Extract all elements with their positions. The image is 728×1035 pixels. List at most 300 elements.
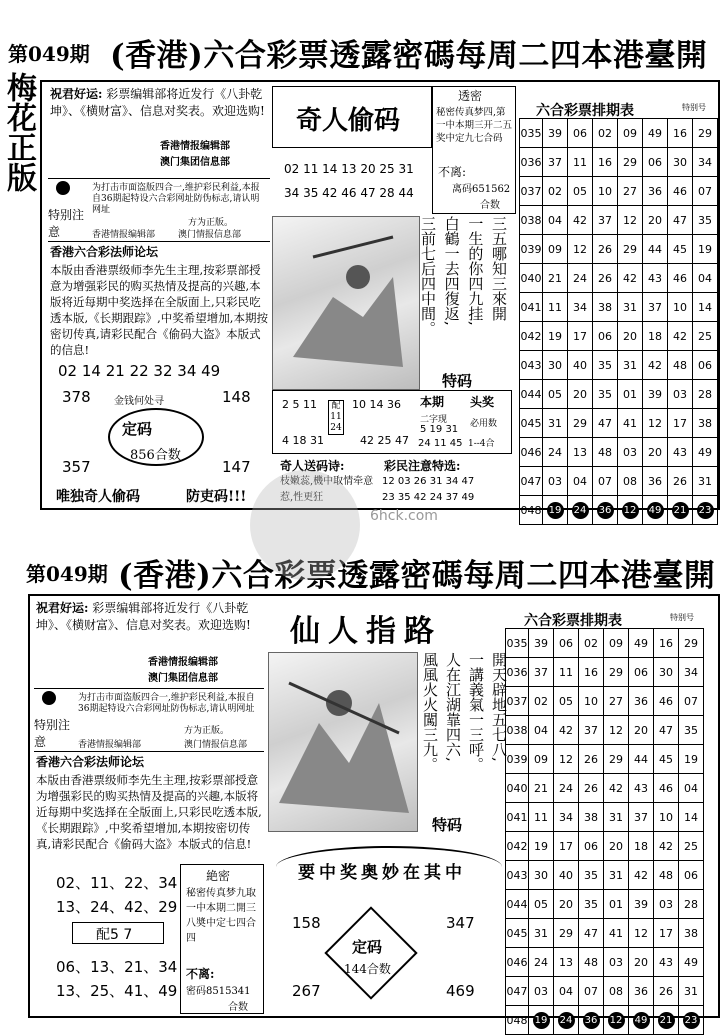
bottom-notice <box>34 688 264 752</box>
schedule-number: 41 <box>618 409 643 438</box>
bottom-nums-b2: 13、25、41、49 <box>56 982 178 1000</box>
schedule-number: 34 <box>693 148 718 177</box>
bottom-greeting-text: 彩票编辑部将近发行《八卦乾坤》、《横财富》、信息对奖表。欢迎选购! <box>36 601 251 632</box>
schedule-row <box>520 119 718 148</box>
schedule-number: 20 <box>643 206 668 235</box>
schedule-period: 044 <box>520 380 543 409</box>
schedule-period: 045 <box>520 409 543 438</box>
schedule-row <box>520 264 718 293</box>
top-toujiang-range: 1--4合 <box>468 439 495 449</box>
schedule-number: 40 <box>554 861 579 890</box>
top-benqi-label: 本期 <box>420 395 445 409</box>
schedule-row <box>520 351 718 380</box>
top-poem-line: 一生的你四九挂, <box>466 216 485 326</box>
schedule-number: 30 <box>543 351 568 380</box>
schedule-number <box>618 496 643 525</box>
schedule-number: 12 <box>554 745 579 774</box>
schedule-period: 038 <box>520 206 543 235</box>
top-sched-title: 六合彩票排期表 <box>536 103 634 119</box>
schedule-number: 03 <box>654 890 679 919</box>
schedule-row <box>520 293 718 322</box>
schedule-number: 31 <box>679 977 704 1006</box>
schedule-number: 46 <box>654 774 679 803</box>
schedule-number <box>543 496 568 525</box>
schedule-period: 035 <box>520 119 543 148</box>
bottom-pei: 配5 7 <box>96 927 133 943</box>
bottom-corner-bl: 267 <box>292 982 321 1000</box>
bomb-icon <box>56 181 70 195</box>
top-sched-tag: 特别号 <box>682 103 706 112</box>
schedule-number: 31 <box>529 919 554 948</box>
top-corner-tl: 378 <box>62 388 91 406</box>
schedule-number: 47 <box>668 206 693 235</box>
schedule-number: 39 <box>543 119 568 148</box>
schedule-number: 17 <box>668 409 693 438</box>
schedule-period: 043 <box>506 861 529 890</box>
schedule-number: 36 <box>629 687 654 716</box>
schedule-number: 17 <box>568 322 593 351</box>
schedule-number <box>568 496 593 525</box>
schedule-number: 29 <box>618 148 643 177</box>
schedule-number: 06 <box>629 658 654 687</box>
watermark-logo <box>250 470 360 580</box>
schedule-number-circled: 36 <box>597 502 614 519</box>
schedule-number: 35 <box>579 890 604 919</box>
top-toujiang-label: 头奖 <box>470 395 495 409</box>
schedule-number: 35 <box>693 206 718 235</box>
schedule-number: 42 <box>629 861 654 890</box>
schedule-number: 05 <box>543 380 568 409</box>
schedule-number: 36 <box>643 467 668 496</box>
top-forum-title: 香港六合彩法师论坛 <box>50 245 159 259</box>
top-issue: 第049期 <box>8 42 90 66</box>
top-poem <box>418 216 510 364</box>
schedule-number: 26 <box>579 774 604 803</box>
schedule-row <box>506 948 704 977</box>
schedule-number: 18 <box>629 832 654 861</box>
schedule-number: 37 <box>629 803 654 832</box>
schedule-number: 46 <box>668 177 693 206</box>
schedule-period: 041 <box>520 293 543 322</box>
top-zhuyi-n2: 23 35 42 24 37 49 <box>382 492 475 503</box>
top-side-brand: 梅花正版 <box>1 72 36 192</box>
bottom-illustration <box>268 652 418 832</box>
schedule-number: 39 <box>643 380 668 409</box>
schedule-row <box>520 467 718 496</box>
top-ding-sub: 金钱何处寻 <box>114 396 164 407</box>
schedule-period: 036 <box>520 148 543 177</box>
schedule-number: 05 <box>554 687 579 716</box>
schedule-number: 29 <box>568 409 593 438</box>
schedule-number: 26 <box>593 235 618 264</box>
bottom-schedule-table <box>505 628 704 1035</box>
schedule-period: 037 <box>506 687 529 716</box>
schedule-number: 07 <box>679 687 704 716</box>
bottom-poem-line: 風風火火闖三九。 <box>421 652 439 772</box>
schedule-row <box>520 177 718 206</box>
schedule-number: 17 <box>554 832 579 861</box>
schedule-number-circled: 36 <box>583 1012 600 1029</box>
schedule-number: 35 <box>593 380 618 409</box>
schedule-number: 24 <box>568 264 593 293</box>
schedule-number: 01 <box>618 380 643 409</box>
bottom-center-title: 仙人指路 <box>290 614 442 649</box>
bottom-buli-he: 合数 <box>228 1002 248 1013</box>
schedule-number: 14 <box>693 293 718 322</box>
schedule-row <box>506 977 704 1006</box>
schedule-number: 07 <box>579 977 604 1006</box>
top-poem-line: 白鶴一去四復返, <box>442 216 461 326</box>
schedule-number: 25 <box>679 832 704 861</box>
schedule-number-circled: 21 <box>672 502 689 519</box>
schedule-number: 11 <box>529 803 554 832</box>
schedule-number: 48 <box>668 351 693 380</box>
schedule-number <box>579 1006 604 1035</box>
schedule-number: 48 <box>654 861 679 890</box>
schedule-number: 03 <box>543 467 568 496</box>
schedule-row <box>520 438 718 467</box>
top-benqi-nums1: 5 19 31 <box>420 424 459 435</box>
schedule-row <box>506 774 704 803</box>
schedule-number: 14 <box>679 803 704 832</box>
top-nums-line: 02 14 21 22 32 34 49 <box>58 362 221 380</box>
schedule-row <box>506 890 704 919</box>
top-corner-bl: 357 <box>62 458 91 476</box>
schedule-number: 19 <box>543 322 568 351</box>
schedule-number: 49 <box>679 948 704 977</box>
schedule-number: 01 <box>604 890 629 919</box>
schedule-number: 37 <box>543 148 568 177</box>
schedule-number: 42 <box>568 206 593 235</box>
schedule-number: 38 <box>679 919 704 948</box>
schedule-number <box>604 1006 629 1035</box>
schedule-number: 05 <box>568 177 593 206</box>
schedule-row <box>506 716 704 745</box>
schedule-number: 20 <box>618 322 643 351</box>
schedule-number: 10 <box>654 803 679 832</box>
top-corner-tr: 148 <box>222 388 251 406</box>
top-secret-text: 秘密传真梦四,第一中本期三开二五奖中定九七合码 <box>436 107 513 144</box>
bottom-notice-text: 为打击市面盗版四合一,维护彩民利益,本报自36期起特设六合彩网址防伪标志,请认明网址 <box>78 693 255 714</box>
schedule-number: 21 <box>543 264 568 293</box>
top-pei-left1: 2 5 11 <box>282 398 317 411</box>
schedule-number: 06 <box>679 861 704 890</box>
schedule-number: 29 <box>554 919 579 948</box>
schedule-number-circled: 19 <box>533 1012 550 1029</box>
schedule-number: 43 <box>643 264 668 293</box>
schedule-number: 36 <box>629 977 654 1006</box>
schedule-number-circled: 21 <box>658 1012 675 1029</box>
bottom-ding-total: 144合数 <box>344 962 391 976</box>
schedule-number: 10 <box>593 177 618 206</box>
bottom-nums-a1: 02、11、22、34 <box>56 874 178 892</box>
schedule-number: 26 <box>579 745 604 774</box>
schedule-number: 42 <box>604 774 629 803</box>
top-title: (香港)六合彩票透露密碼每周二四本港臺開 <box>110 38 708 74</box>
top-illustration <box>272 216 420 390</box>
schedule-number: 10 <box>579 687 604 716</box>
schedule-number: 06 <box>554 629 579 658</box>
schedule-number: 28 <box>693 380 718 409</box>
schedule-number: 29 <box>604 745 629 774</box>
schedule-number: 35 <box>679 716 704 745</box>
schedule-number-circled: 19 <box>547 502 564 519</box>
schedule-number: 26 <box>654 977 679 1006</box>
schedule-number: 24 <box>543 438 568 467</box>
schedule-number: 02 <box>543 177 568 206</box>
schedule-number: 05 <box>529 890 554 919</box>
schedule-number-circled: 12 <box>608 1012 625 1029</box>
schedule-number: 45 <box>668 235 693 264</box>
schedule-number: 36 <box>643 177 668 206</box>
schedule-number: 48 <box>593 438 618 467</box>
schedule-number: 47 <box>593 409 618 438</box>
schedule-number: 06 <box>568 119 593 148</box>
bottom-notice-label: 特别注意 <box>34 718 71 749</box>
schedule-number <box>629 1006 654 1035</box>
bomb-icon <box>42 691 56 705</box>
schedule-period: 042 <box>506 832 529 861</box>
top-tema-label: 特码 <box>442 372 473 390</box>
schedule-number: 04 <box>554 977 579 1006</box>
schedule-number: 08 <box>618 467 643 496</box>
schedule-number: 47 <box>654 716 679 745</box>
schedule-number: 04 <box>529 716 554 745</box>
watermark-text: 6hck.com <box>370 508 438 524</box>
schedule-number: 19 <box>679 745 704 774</box>
schedule-number: 20 <box>643 438 668 467</box>
top-greeting-sign2: 澳门集团信息部 <box>160 157 230 168</box>
top-notice-label: 特别注意 <box>48 208 85 239</box>
schedule-row <box>506 832 704 861</box>
schedule-number: 34 <box>554 803 579 832</box>
schedule-period: 040 <box>506 774 529 803</box>
schedule-number: 41 <box>604 919 629 948</box>
schedule-number: 11 <box>568 148 593 177</box>
schedule-number: 45 <box>654 745 679 774</box>
bottom-nums-b1: 06、13、21、34 <box>56 958 178 976</box>
schedule-number: 34 <box>568 293 593 322</box>
schedule-number: 20 <box>629 716 654 745</box>
schedule-number: 44 <box>643 235 668 264</box>
bottom-buli-label: 不离: <box>186 967 215 981</box>
schedule-number: 31 <box>604 803 629 832</box>
schedule-number: 20 <box>554 890 579 919</box>
top-benqi-sub: 二字现 <box>420 415 448 425</box>
top-greeting-label: 祝君好运: <box>50 87 103 101</box>
schedule-period: 048 <box>520 496 543 525</box>
bottom-greeting <box>36 600 264 634</box>
schedule-number <box>679 1006 704 1035</box>
top-toujiang-sub: 必用数 <box>470 419 498 429</box>
schedule-number: 25 <box>693 322 718 351</box>
schedule-period: 046 <box>506 948 529 977</box>
bottom-greeting-sign2: 澳门集团信息部 <box>148 673 218 684</box>
schedule-number <box>554 1006 579 1035</box>
top-greeting-text: 彩票编辑部将近发行《八卦乾坤》、《横财富》、信息对奖表。欢迎选购! <box>50 87 265 118</box>
schedule-row <box>506 803 704 832</box>
bottom-notice-sign1: 方为正版。 <box>184 726 230 736</box>
schedule-number: 02 <box>593 119 618 148</box>
schedule-number: 19 <box>693 235 718 264</box>
schedule-number: 17 <box>654 919 679 948</box>
bottom-poem-line: 人在江湖靠四六, <box>444 652 462 762</box>
top-zhuyi-n1: 12 03 26 31 34 47 <box>382 476 475 487</box>
schedule-period: 046 <box>520 438 543 467</box>
schedule-period: 045 <box>506 919 529 948</box>
bottom-secret-title: 絶密 <box>206 869 231 883</box>
schedule-row <box>506 629 704 658</box>
schedule-number-circled: 49 <box>647 502 664 519</box>
schedule-number: 12 <box>604 716 629 745</box>
schedule-number: 19 <box>529 832 554 861</box>
schedule-number-circled: 23 <box>683 1012 700 1029</box>
bottom-notice-sign3: 澳门情报信息部 <box>184 740 248 750</box>
schedule-number: 04 <box>543 206 568 235</box>
top-greeting <box>50 86 272 120</box>
top-forum-text: 本版由香港票级师李先生主理,按彩票部授意为增强彩民的购买热情及提高的兴趣,本版将近每期中奖选择在全版面上,只彩民吃透本版,《长期跟踪》,中奖希望增加,本期按密切传真,请彩民配合《偷码大盗》本版式的信息! <box>50 263 268 357</box>
top-buli-code: 离码651562 <box>452 184 511 195</box>
schedule-period: 036 <box>506 658 529 687</box>
schedule-number: 46 <box>668 264 693 293</box>
schedule-number: 30 <box>529 861 554 890</box>
schedule-number: 12 <box>643 409 668 438</box>
top-slogan2: 防吏码!!! <box>186 489 247 505</box>
schedule-number: 46 <box>654 687 679 716</box>
schedule-number: 06 <box>643 148 668 177</box>
bottom-greeting-sign1: 香港情报编辑部 <box>148 657 218 668</box>
schedule-row <box>506 687 704 716</box>
schedule-number: 09 <box>543 235 568 264</box>
schedule-row <box>506 919 704 948</box>
schedule-number: 26 <box>593 264 618 293</box>
top-corner-br: 147 <box>222 458 251 476</box>
schedule-number: 03 <box>668 380 693 409</box>
schedule-number: 35 <box>593 351 618 380</box>
top-pei-left2: 4 18 31 <box>282 434 324 447</box>
schedule-number: 29 <box>679 629 704 658</box>
schedule-number: 21 <box>529 774 554 803</box>
top-schedule-table <box>519 118 718 525</box>
schedule-row <box>520 409 718 438</box>
schedule-number: 28 <box>679 890 704 919</box>
schedule-number: 16 <box>654 629 679 658</box>
schedule-number: 12 <box>618 206 643 235</box>
top-poem-line: 三五哪知三來開 <box>489 216 508 321</box>
schedule-number: 42 <box>554 716 579 745</box>
schedule-number: 20 <box>568 380 593 409</box>
top-songma-text: 枝嫩蕊,機中取情牵意惹,性更狂 <box>280 476 374 503</box>
top-pei-r2: 42 25 47 <box>360 434 409 447</box>
schedule-number: 04 <box>693 264 718 293</box>
schedule-row <box>506 658 704 687</box>
schedule-number: 12 <box>629 919 654 948</box>
schedule-number: 11 <box>543 293 568 322</box>
schedule-number: 31 <box>693 467 718 496</box>
schedule-number: 09 <box>604 629 629 658</box>
schedule-period: 035 <box>506 629 529 658</box>
bottom-forum-title: 香港六合彩法师论坛 <box>36 755 145 769</box>
schedule-number: 16 <box>593 148 618 177</box>
bottom-poem <box>420 652 510 802</box>
schedule-period: 041 <box>506 803 529 832</box>
schedule-number: 12 <box>568 235 593 264</box>
bottom-sched-title: 六合彩票排期表 <box>524 613 622 629</box>
schedule-number: 16 <box>668 119 693 148</box>
schedule-number: 13 <box>568 438 593 467</box>
schedule-number: 16 <box>579 658 604 687</box>
schedule-number: 07 <box>593 467 618 496</box>
schedule-number: 30 <box>668 148 693 177</box>
schedule-number: 18 <box>643 322 668 351</box>
bottom-sched-tag: 特别号 <box>670 613 694 622</box>
top-zhuyi-label: 彩民注意特选: <box>384 459 461 473</box>
schedule-number: 31 <box>618 293 643 322</box>
bottom-notice-sign2: 香港情报编辑部 <box>78 740 142 750</box>
schedule-row <box>520 148 718 177</box>
bottom-tema-label: 特码 <box>432 816 463 834</box>
schedule-number: 20 <box>629 948 654 977</box>
schedule-row <box>520 322 718 351</box>
schedule-number: 04 <box>568 467 593 496</box>
schedule-number: 31 <box>618 351 643 380</box>
schedule-number: 26 <box>668 467 693 496</box>
schedule-number: 08 <box>604 977 629 1006</box>
schedule-number: 02 <box>529 687 554 716</box>
schedule-row <box>520 206 718 235</box>
bottom-forum-text: 本版由香港票级师李先生主理,按彩票部授意为增强彩民的购买热情及提高的兴趣,本版将近每期中奖选择在全版面上,只彩民吃透本版,《长期跟踪》,中奖希望增加,本期按密切传真,请彩民配合《偷码大盗》本版式的信息! <box>36 773 262 851</box>
schedule-period: 047 <box>506 977 529 1006</box>
schedule-number <box>693 496 718 525</box>
schedule-number: 07 <box>693 177 718 206</box>
schedule-number: 06 <box>693 351 718 380</box>
top-poem-line: 三前七后四中間。 <box>419 216 437 336</box>
bottom-poem-line: 開天辟地五七八, <box>490 652 508 762</box>
schedule-number-circled: 23 <box>697 502 714 519</box>
schedule-number: 49 <box>643 119 668 148</box>
schedule-number: 31 <box>543 409 568 438</box>
bottom-nums-a2: 13、24、42、29 <box>56 898 178 916</box>
schedule-period: 040 <box>520 264 543 293</box>
top-buli-he: 合数 <box>480 200 500 211</box>
schedule-number: 43 <box>668 438 693 467</box>
top-center-nums1: 02 11 14 13 20 25 31 <box>284 162 414 176</box>
schedule-number: 03 <box>618 438 643 467</box>
schedule-number: 38 <box>593 293 618 322</box>
schedule-period: 039 <box>520 235 543 264</box>
top-slogan: 唯独奇人偷码 <box>56 489 140 505</box>
schedule-row <box>520 235 718 264</box>
schedule-period: 047 <box>520 467 543 496</box>
schedule-number: 04 <box>679 774 704 803</box>
schedule-number: 42 <box>668 322 693 351</box>
bottom-poem-line: 一講義氣一三呼。 <box>467 652 485 772</box>
top-notice-sign2: 香港情报编辑部 <box>92 230 156 240</box>
schedule-number: 42 <box>618 264 643 293</box>
top-notice <box>48 178 270 242</box>
schedule-number: 06 <box>593 322 618 351</box>
top-ding-label: 定码 <box>122 420 153 438</box>
schedule-row <box>520 380 718 409</box>
schedule-number: 47 <box>579 919 604 948</box>
schedule-number <box>643 496 668 525</box>
schedule-number: 34 <box>679 658 704 687</box>
schedule-period: 037 <box>520 177 543 206</box>
top-songma-label: 奇人送码诗: <box>280 459 345 473</box>
schedule-number: 42 <box>654 832 679 861</box>
schedule-period: 038 <box>506 716 529 745</box>
schedule-number: 11 <box>554 658 579 687</box>
